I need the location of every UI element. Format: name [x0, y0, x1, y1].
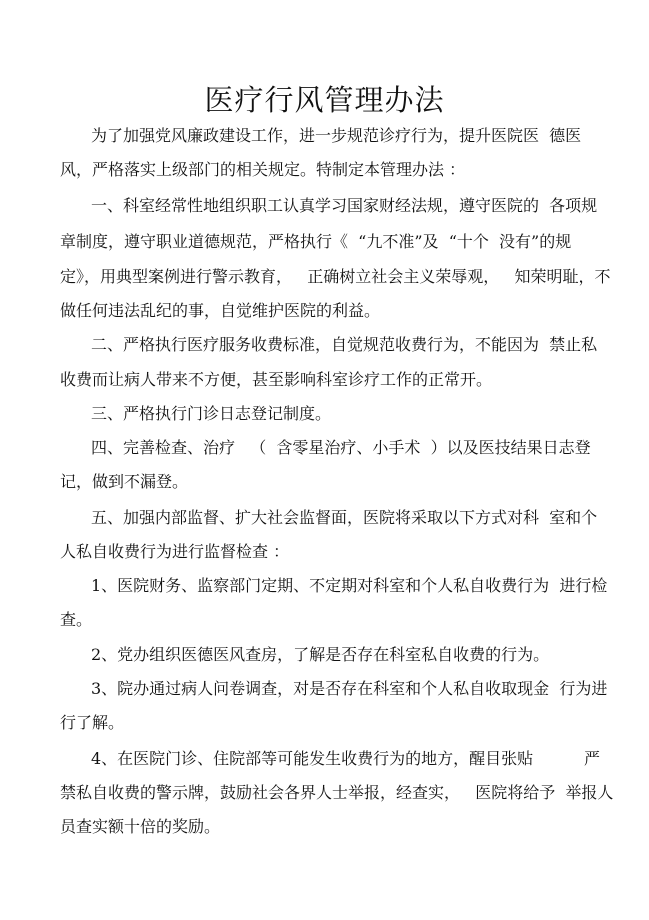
paragraph-line: 五、加强内部监督、扩大社会监督面，医院将采取以下方式对科 室和个 — [91, 508, 598, 527]
paragraph-line: 四、完善检查、治疗 （ 含零星治疗、小手术 ）以及医技结果日志登 — [91, 438, 591, 457]
paragraph-line: 2、党办组织医德医风查房，了解是否存在科室私自收费的行为。 — [91, 645, 550, 664]
paragraph-line: 一、科室经常性地组织职工认真学习国家财经法规，遵守医院的 各项规 — [91, 196, 598, 215]
paragraph-line: 二、严格执行医疗服务收费标准，自觉规范收费行为，不能因为 禁止私 — [91, 335, 598, 354]
paragraph-line: 行了解。 — [60, 713, 125, 732]
paragraph-line: 章制度，遵守职业道德规范，严格执行《 “九不准”及 “十个 没有”的规 — [60, 232, 572, 251]
paragraph-line: 人私自收费行为进行监督检查 ： — [60, 542, 290, 561]
paragraph-line: 定》，用典型案例进行警示教育， 正确树立社会主义荣辱观， 知荣明耻，不 — [60, 267, 611, 286]
document-title: 医疗行风管理办法 — [204, 83, 445, 117]
paragraph-line: 收费而让病人带来不方便，甚至影响科室诊疗工作的正常开。 — [60, 370, 493, 389]
paragraph-line: 员查实额十倍的奖励。 — [60, 817, 221, 836]
paragraph-line: 记，做到不漏登。 — [60, 472, 189, 491]
paragraph-line: 做任何违法乱纪的事，自觉维护医院的利益。 — [60, 301, 381, 320]
paragraph-line: 风，严格落实上级部门的相关规定。特制定本管理办法 ： — [60, 160, 466, 179]
paragraph-line: 1、医院财务、监察部门定期、不定期对科室和个人私自收费行为 进行检 — [91, 576, 608, 595]
paragraph-line: 3、院办通过病人问卷调查，对是否存在科室和个人私自收取现金 行为进 — [91, 679, 608, 698]
paragraph-line: 查。 — [60, 610, 93, 629]
paragraph-line: 禁私自收费的警示牌，鼓励社会各界人士举报，经查实， 医院将给予 举报人 — [60, 783, 614, 802]
paragraph-line: 4、在医院门诊、住院部等可能发生收费行为的地方，醒目张贴 严 — [91, 749, 601, 768]
paragraph-line: 三、严格执行门诊日志登记制度。 — [91, 404, 332, 423]
paragraph-line: 为了加强党风廉政建设工作，进一步规范诊疗行为，提升医院医 德医 — [91, 126, 582, 145]
